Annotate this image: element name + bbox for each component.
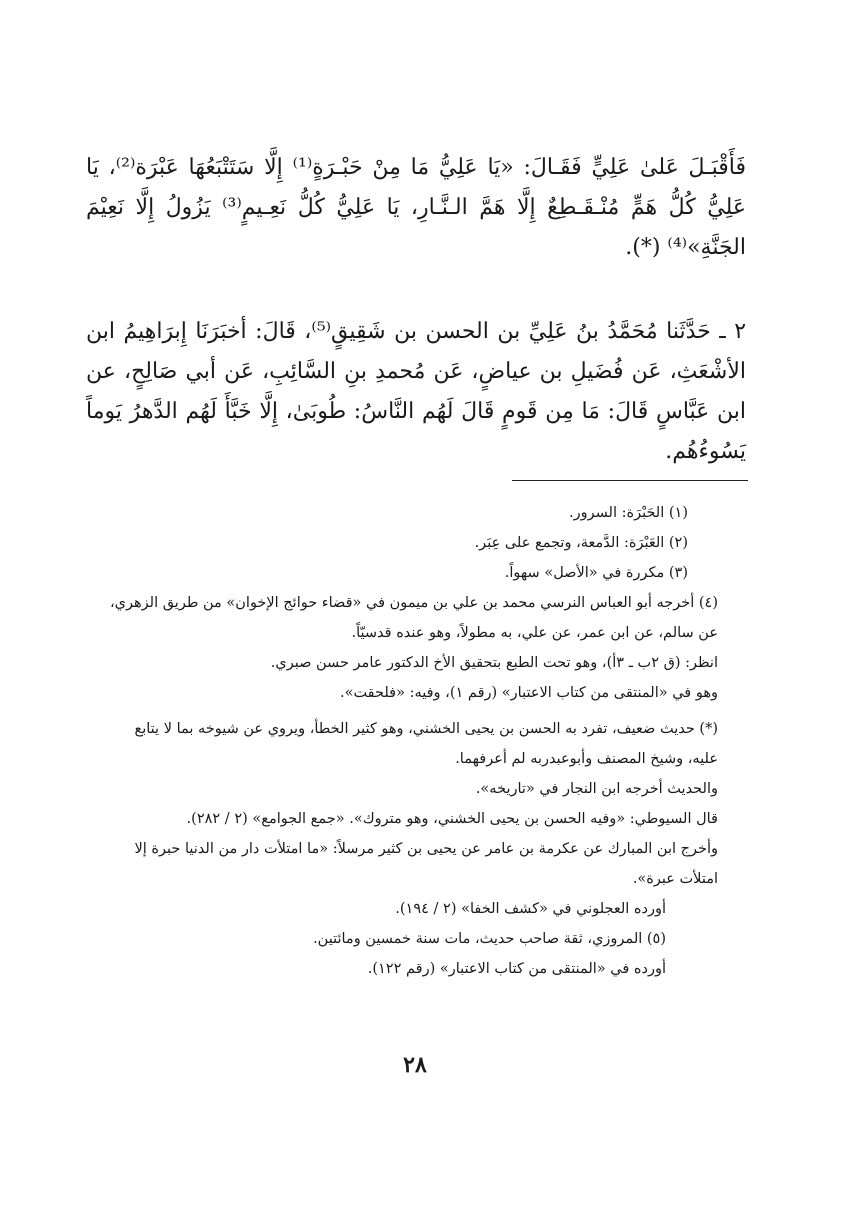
footnote-5: (٥) المروزي، ثقة صاحب حديث، مات سنة خمسين ومائتين. [313,931,666,947]
footnote-grading: (*) حديث ضعيف، تفرد به الحسن بن يحيى الخشني، وهو كثير الخطأ، ويروي عن شيوخه بما لا يتابع عليه، وشيخ المصنف وأبوعبدربه لم أعرفهما. [134,721,718,767]
hadith-1-paragraph: فَأَقْبَـلَ عَلىٰ عَلِيٍّ فَقَـالَ: «يَا عَلِيُّ مَا مِنْ حَبْـرَةٍ⁽¹⁾ إِلَّا سَتَتْبَعُهَا عَبْرَة⁽²⁾، يَا عَلِيُّ كُلُّ هَمٍّ مُنْـقَـطِعٌ إِلَّا هَمَّ الـنَّـارِ، يَا عَلِيُّ كُلُّ نَعِـيمٍ⁽³⁾ يَزُولُ إِلَّا نَعِيْمَ الجَنَّةِ»⁽⁴⁾ (*). [86,155,746,260]
footnote-5-reference: أورده في «المنتقى من كتاب الاعتبار» (رقم ١٢٢). [367,961,666,977]
page-number: ٢٨ [403,1052,427,1078]
footnote-ajluni: أورده العجلوني في «كشف الخفا» (٢ / ١٩٤). [395,901,666,917]
footnote-1: (١) الحَبْرَة: السرور. [568,505,688,521]
footnote-ibn-mubarak: وأخرج ابن المبارك عن عكرمة بن عامر عن يحيى بن كثير مرسلاً: «ما امتلأت دار من الدنيا حبرة إلا امتلأت عبرة». [134,841,718,887]
hadith-2-paragraph: ٢ ـ حَدَّثَنا مُحَمَّدُ بنُ عَلِيِّ بن الحسن بن شَقِيقٍ⁽⁵⁾، قَالَ: أخبَرَنَا إِبرَاهِيمُ ابن الأشْعَثِ، عَن فُضَيلِ بن عياضٍ، عَن مُحمدِ بنِ السَّائِبِ، عَن أبي صَالِحٍ، عن ابن عَبَّاسٍ قَالَ: مَا مِن قَومٍ قَالَ لَهُم النَّاسُ: طُوبَىٰ، إِلَّا خَبَّأَ لَهُم الدَّهرُ يَوماً يَسُوءُهُم. [86,319,747,464]
footnote-3: (٣) مكررة في «الأصل» سهواً. [504,565,688,581]
footnote-4-continued: انظر: (ق ٢ب ـ ٣أ)، وهو تحت الطبع بتحقيق الأخ الدكتور عامر حسن صبري. [270,655,718,671]
footnote-2: (٢) العَبْرَة: الدَّمعة، وتجمع على عِبَر. [474,535,688,551]
footnote-4-reference: وهو في «المنتقى من كتاب الاعتبار» (رقم ١)، وفيه: «فلحقت». [339,685,718,701]
footnote-divider [512,480,748,481]
footnote-grading-source: والحديث أخرجه ابن النجار في «تاريخه». [475,781,718,797]
main-text [86,148,746,472]
footnotes [100,498,746,984]
footnote-suyuti-quote: قال السيوطي: «وفيه الحسن بن يحيى الخشني، وهو متروك». «جمع الجوامع» (٢ / ٢٨٢). [186,811,718,827]
footnote-4: (٤) أخرجه أبو العباس النرسي محمد بن علي بن ميمون في «قضاء حوائج الإخوان» من طريق الزهري، عن سالم، عن ابن عمر، عن علي، به مطولاً، وهو عنده قدسيّاً. [109,595,718,641]
